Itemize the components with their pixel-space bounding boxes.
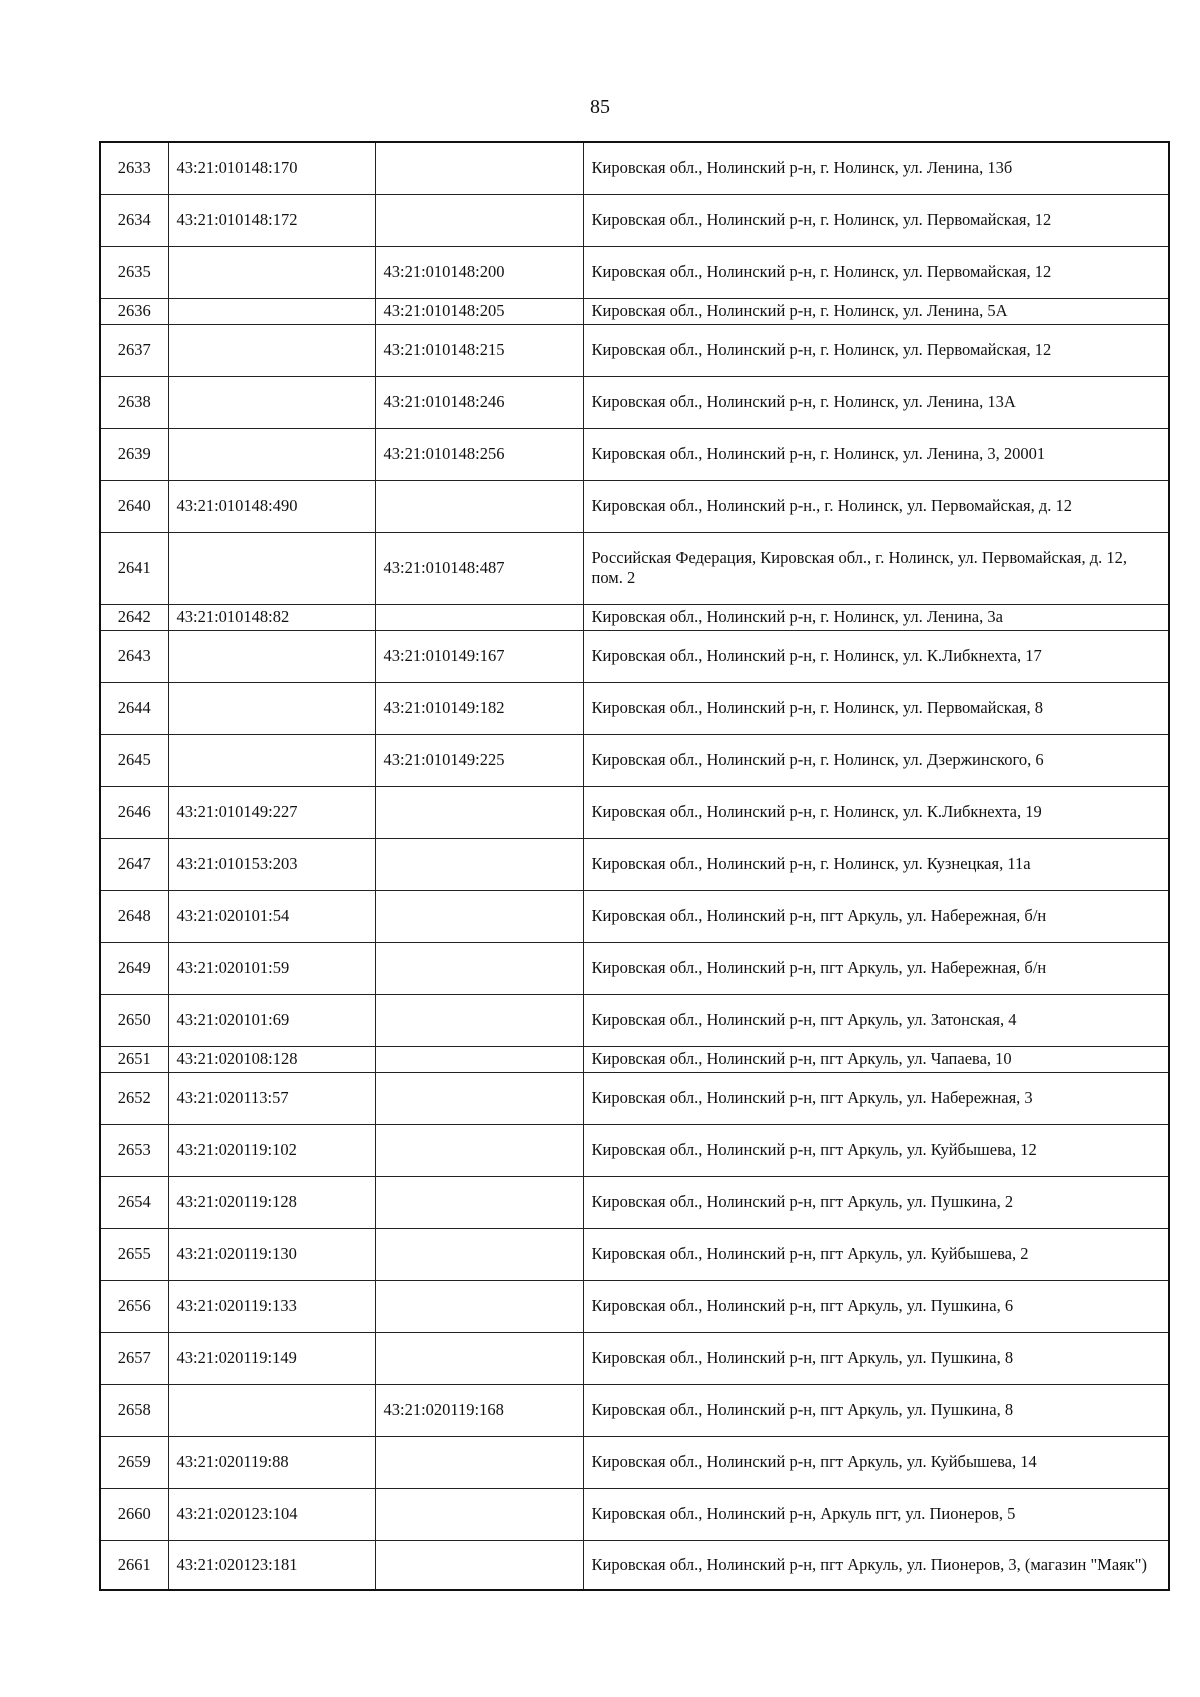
address-cell: Кировская обл., Нолинский р-н, пгт Аркуль, ул. Пушкина, 8 [583,1384,1169,1436]
address-cell: Кировская обл., Нолинский р-н, пгт Аркуль, ул. Набережная, б/н [583,942,1169,994]
table-row [100,942,1169,994]
address-cell: Кировская обл., Нолинский р-н, пгт Аркуль, ул. Набережная, 3 [583,1072,1169,1124]
cadastral-number-cell [168,246,375,298]
row-number-cell: 2654 [100,1176,168,1228]
cadastral-number-alt-cell: 43:21:010148:200 [375,246,583,298]
table-row [100,1124,1169,1176]
address-cell: Российская Федерация, Кировская обл., г. Нолинск, ул. Первомайская, д. 12, пом. 2 [583,532,1169,604]
table-row [100,838,1169,890]
cadastral-number-alt-cell [375,142,583,194]
cadastral-number-alt-cell [375,194,583,246]
row-number-cell: 2633 [100,142,168,194]
table-row [100,1488,1169,1540]
row-number-cell: 2650 [100,994,168,1046]
cadastral-number-cell: 43:21:010148:170 [168,142,375,194]
address-cell: Кировская обл., Нолинский р-н, г. Нолинск, ул. Кузнецкая, 11а [583,838,1169,890]
address-cell: Кировская обл., Нолинский р-н, пгт Аркуль, ул. Пионеров, 3, (магазин "Маяк") [583,1540,1169,1590]
cadastral-number-alt-cell: 43:21:010149:225 [375,734,583,786]
cadastral-number-cell: 43:21:020119:130 [168,1228,375,1280]
address-cell: Кировская обл., Нолинский р-н, пгт Аркуль, ул. Пушкина, 6 [583,1280,1169,1332]
address-cell: Кировская обл., Нолинский р-н, пгт Аркуль, ул. Набережная, б/н [583,890,1169,942]
row-number-cell: 2653 [100,1124,168,1176]
table-row [100,786,1169,838]
cadastral-number-cell [168,734,375,786]
table-row [100,1280,1169,1332]
cadastral-number-cell: 43:21:010148:490 [168,480,375,532]
cadastral-number-alt-cell: 43:21:010148:215 [375,324,583,376]
table-row [100,890,1169,942]
cadastral-number-alt-cell [375,480,583,532]
address-cell: Кировская обл., Нолинский р-н, г. Нолинск, ул. Первомайская, 8 [583,682,1169,734]
table-row [100,428,1169,480]
cadastral-number-alt-cell [375,604,583,630]
cadastral-number-alt-cell: 43:21:010148:246 [375,376,583,428]
row-number-cell: 2647 [100,838,168,890]
address-cell: Кировская обл., Нолинский р-н, пгт Аркуль, ул. Пушкина, 2 [583,1176,1169,1228]
address-cell: Кировская обл., Нолинский р-н, г. Нолинск, ул. Первомайская, 12 [583,324,1169,376]
address-cell: Кировская обл., Нолинский р-н, г. Нолинск, ул. Ленина, 13б [583,142,1169,194]
cadastral-number-cell: 43:21:020119:149 [168,1332,375,1384]
cadastral-number-cell [168,532,375,604]
address-cell: Кировская обл., Нолинский р-н, г. Нолинск, ул. Ленина, 3, 20001 [583,428,1169,480]
cadastral-number-cell [168,376,375,428]
cadastral-number-alt-cell [375,838,583,890]
cadastral-number-cell [168,1384,375,1436]
table-row [100,1540,1169,1590]
address-cell: Кировская обл., Нолинский р-н, г. Нолинск, ул. К.Либкнехта, 17 [583,630,1169,682]
table-row [100,298,1169,324]
cadastral-number-cell: 43:21:020101:69 [168,994,375,1046]
cadastral-number-cell: 43:21:010148:172 [168,194,375,246]
address-cell: Кировская обл., Нолинский р-н, г. Нолинск, ул. Первомайская, 12 [583,246,1169,298]
cadastral-number-alt-cell [375,1436,583,1488]
row-number-cell: 2635 [100,246,168,298]
row-number-cell: 2634 [100,194,168,246]
cadastral-number-alt-cell: 43:21:010149:182 [375,682,583,734]
cadastral-number-alt-cell [375,1332,583,1384]
row-number-cell: 2638 [100,376,168,428]
table-row [100,1384,1169,1436]
row-number-cell: 2648 [100,890,168,942]
cadastral-number-cell [168,298,375,324]
address-cell: Кировская обл., Нолинский р-н, г. Нолинск, ул. Ленина, 3а [583,604,1169,630]
table-row [100,1332,1169,1384]
address-cell: Кировская обл., Нолинский р-н, г. Нолинск, ул. Первомайская, 12 [583,194,1169,246]
row-number-cell: 2643 [100,630,168,682]
address-cell: Кировская обл., Нолинский р-н, г. Нолинск, ул. К.Либкнехта, 19 [583,786,1169,838]
registry-table [99,141,1170,1591]
table-row [100,1072,1169,1124]
row-number-cell: 2652 [100,1072,168,1124]
page-number: 85 [590,96,610,118]
cadastral-number-alt-cell: 43:21:010149:167 [375,630,583,682]
table-row [100,246,1169,298]
cadastral-number-cell: 43:21:010148:82 [168,604,375,630]
row-number-cell: 2659 [100,1436,168,1488]
address-cell: Кировская обл., Нолинский р-н, пгт Аркуль, ул. Затонская, 4 [583,994,1169,1046]
table-row [100,1176,1169,1228]
address-cell: Кировская обл., Нолинский р-н, г. Нолинск, ул. Дзержинского, 6 [583,734,1169,786]
cadastral-number-alt-cell [375,1176,583,1228]
address-cell: Кировская обл., Нолинский р-н, пгт Аркуль, ул. Куйбышева, 2 [583,1228,1169,1280]
row-number-cell: 2645 [100,734,168,786]
address-cell: Кировская обл., Нолинский р-н., г. Нолинск, ул. Первомайская, д. 12 [583,480,1169,532]
cadastral-number-cell [168,428,375,480]
cadastral-number-alt-cell [375,994,583,1046]
cadastral-number-cell: 43:21:020113:57 [168,1072,375,1124]
table-row [100,734,1169,786]
cadastral-number-cell [168,324,375,376]
row-number-cell: 2656 [100,1280,168,1332]
cadastral-number-cell: 43:21:020119:102 [168,1124,375,1176]
row-number-cell: 2641 [100,532,168,604]
cadastral-number-cell: 43:21:020123:104 [168,1488,375,1540]
row-number-cell: 2660 [100,1488,168,1540]
cadastral-number-cell: 43:21:020101:54 [168,890,375,942]
table-row [100,194,1169,246]
address-cell: Кировская обл., Нолинский р-н, пгт Аркуль, ул. Чапаева, 10 [583,1046,1169,1072]
cadastral-number-alt-cell: 43:21:020119:168 [375,1384,583,1436]
cadastral-number-alt-cell: 43:21:010148:487 [375,532,583,604]
table-row [100,604,1169,630]
address-cell: Кировская обл., Нолинский р-н, г. Нолинск, ул. Ленина, 13А [583,376,1169,428]
cadastral-number-cell: 43:21:020119:88 [168,1436,375,1488]
address-cell: Кировская обл., Нолинский р-н, г. Нолинск, ул. Ленина, 5А [583,298,1169,324]
row-number-cell: 2636 [100,298,168,324]
row-number-cell: 2640 [100,480,168,532]
cadastral-number-alt-cell [375,1124,583,1176]
registry-table-body [100,142,1169,1590]
cadastral-number-cell: 43:21:020101:59 [168,942,375,994]
row-number-cell: 2642 [100,604,168,630]
address-cell: Кировская обл., Нолинский р-н, пгт Аркуль, ул. Куйбышева, 12 [583,1124,1169,1176]
row-number-cell: 2639 [100,428,168,480]
table-row [100,532,1169,604]
table-row [100,480,1169,532]
table-row [100,1436,1169,1488]
cadastral-number-alt-cell [375,1228,583,1280]
row-number-cell: 2649 [100,942,168,994]
cadastral-number-alt-cell [375,786,583,838]
row-number-cell: 2661 [100,1540,168,1590]
row-number-cell: 2644 [100,682,168,734]
address-cell: Кировская обл., Нолинский р-н, пгт Аркуль, ул. Куйбышева, 14 [583,1436,1169,1488]
address-cell: Кировская обл., Нолинский р-н, Аркуль пгт, ул. Пионеров, 5 [583,1488,1169,1540]
cadastral-number-alt-cell: 43:21:010148:256 [375,428,583,480]
cadastral-number-cell: 43:21:020119:133 [168,1280,375,1332]
cadastral-number-cell: 43:21:010153:203 [168,838,375,890]
cadastral-number-cell: 43:21:010149:227 [168,786,375,838]
row-number-cell: 2646 [100,786,168,838]
table-row [100,682,1169,734]
row-number-cell: 2657 [100,1332,168,1384]
cadastral-number-cell [168,682,375,734]
table-row [100,142,1169,194]
table-row [100,1046,1169,1072]
row-number-cell: 2637 [100,324,168,376]
row-number-cell: 2651 [100,1046,168,1072]
cadastral-number-alt-cell [375,1280,583,1332]
cadastral-number-alt-cell [375,890,583,942]
table-row [100,376,1169,428]
cadastral-number-cell: 43:21:020123:181 [168,1540,375,1590]
cadastral-number-alt-cell: 43:21:010148:205 [375,298,583,324]
table-row [100,1228,1169,1280]
cadastral-number-alt-cell [375,1488,583,1540]
cadastral-number-cell [168,630,375,682]
row-number-cell: 2655 [100,1228,168,1280]
cadastral-number-alt-cell [375,1046,583,1072]
row-number-cell: 2658 [100,1384,168,1436]
cadastral-number-cell: 43:21:020119:128 [168,1176,375,1228]
table-row [100,630,1169,682]
cadastral-number-cell: 43:21:020108:128 [168,1046,375,1072]
cadastral-number-alt-cell [375,942,583,994]
table-row [100,994,1169,1046]
address-cell: Кировская обл., Нолинский р-н, пгт Аркуль, ул. Пушкина, 8 [583,1332,1169,1384]
cadastral-number-alt-cell [375,1072,583,1124]
cadastral-number-alt-cell [375,1540,583,1590]
table-row [100,324,1169,376]
